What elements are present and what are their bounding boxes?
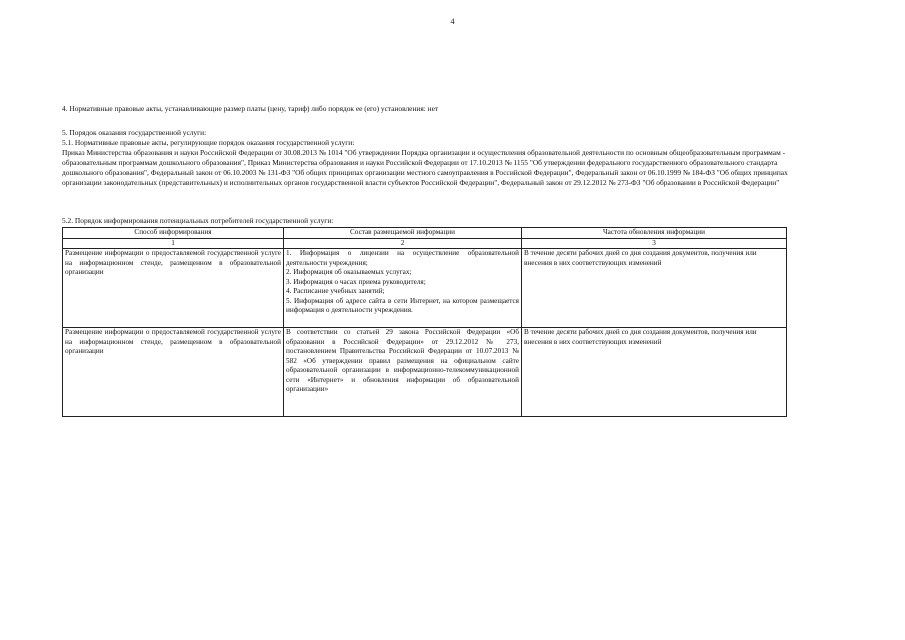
header-method: Способ информирования [63, 228, 284, 239]
content-cell [284, 328, 522, 417]
header-content: Состав размещаемой информации [284, 228, 522, 239]
informing-table [62, 227, 787, 417]
column-number: 2 [284, 238, 522, 249]
section-5-2-heading: 5.2. Порядок информирования потенциальных потребителей государственной услуги: [62, 216, 334, 225]
header-frequency: Частота обновления информации [522, 228, 787, 239]
content-line: 2. Информация об оказываемых услугах; [286, 268, 412, 276]
section-5-heading: 5. Порядок оказания государственной услуги: [62, 128, 207, 137]
normative-acts-paragraph: Приказ Министерства образования и науки Российской Федерации от 30.08.2013 № 1014 "Об утверждении Порядка организации и осуществления образовательной деятельности по основным общеобразовательным программам - образовательным программам дошкольного образования", Приказ Министерства образования и науки Российской Федерации от 17.10.2013 № 1155 "Об утверждении федерального государственного образовательного стандарта дошкольного образования", Федеральный закон от 06.10.2003 № 131-ФЗ "Об общих принципах организации местного самоуправления в Российской Федерации", Федеральный закон от 06.10.1999 № 184-ФЗ "Об общих принципах организации законодательных (представительных) и исполнительных органов государственной власти субъектов Российской Федерации", Федеральный закон от 29.12.2012 № 273-ФЗ "Об образовании в Российской Федерации" [62, 148, 788, 187]
content-line: 3. Информация о часах приема руководителя; [286, 277, 426, 286]
section-4-paragraph: 4. Нормативные правовые акты, устанавливающие размер платы (цену, тариф) либо порядок ее (его) установления: нет [62, 104, 439, 113]
content-line: 1. Информация о лицензии на осуществление образовательной деятельности учреждения; [286, 249, 519, 267]
section-5-1-heading: 5.1. Нормативные правовые акты, регулирующие порядок оказания государственной услуги: [62, 138, 355, 147]
content-cell [284, 249, 522, 328]
page-number: 4 [450, 17, 455, 26]
column-number: 3 [522, 238, 787, 249]
method-cell: Размещение информации о предоставляемой государственной услуге на информационном стенде, размещенном в образовательной организации [63, 249, 284, 328]
table-header-row [63, 228, 787, 239]
frequency-cell: В течение десяти рабочих дней со дня создания документов, получения или внесения в них соответствующих изменений [522, 249, 787, 328]
table-row [63, 249, 787, 328]
document-content [62, 104, 810, 417]
method-cell: Размещение информации о предоставляемой государственной услуге на информационном стенде, размещенном в образовательной организации [63, 328, 284, 417]
content-line: 5. Информация об адресе сайта в сети Интернет, на котором размещается информация о деятельности учреждения. [286, 296, 519, 314]
table-row [63, 328, 787, 417]
frequency-cell: В течение десяти рабочих дней со дня создания документов, получения или внесения в них соответствующих изменений [522, 328, 787, 417]
content-line: 4. Расписание учебных занятий; [286, 287, 385, 295]
content-line: В соответствии со статьей 29 закона Российской Федерации «Об образовании в Российской Федерации» от 29.12.2012 № 273, постановлением Правительства Российской Федерации от 10.07.2013 № 582 «Об утверждении правил размещения на официальном сайте образовательной организации в информационно-телекоммуникационной сети «Интернет» и обновления информации об образовательной организации» [286, 328, 519, 393]
column-number: 1 [63, 238, 284, 249]
table-number-row [63, 238, 787, 249]
